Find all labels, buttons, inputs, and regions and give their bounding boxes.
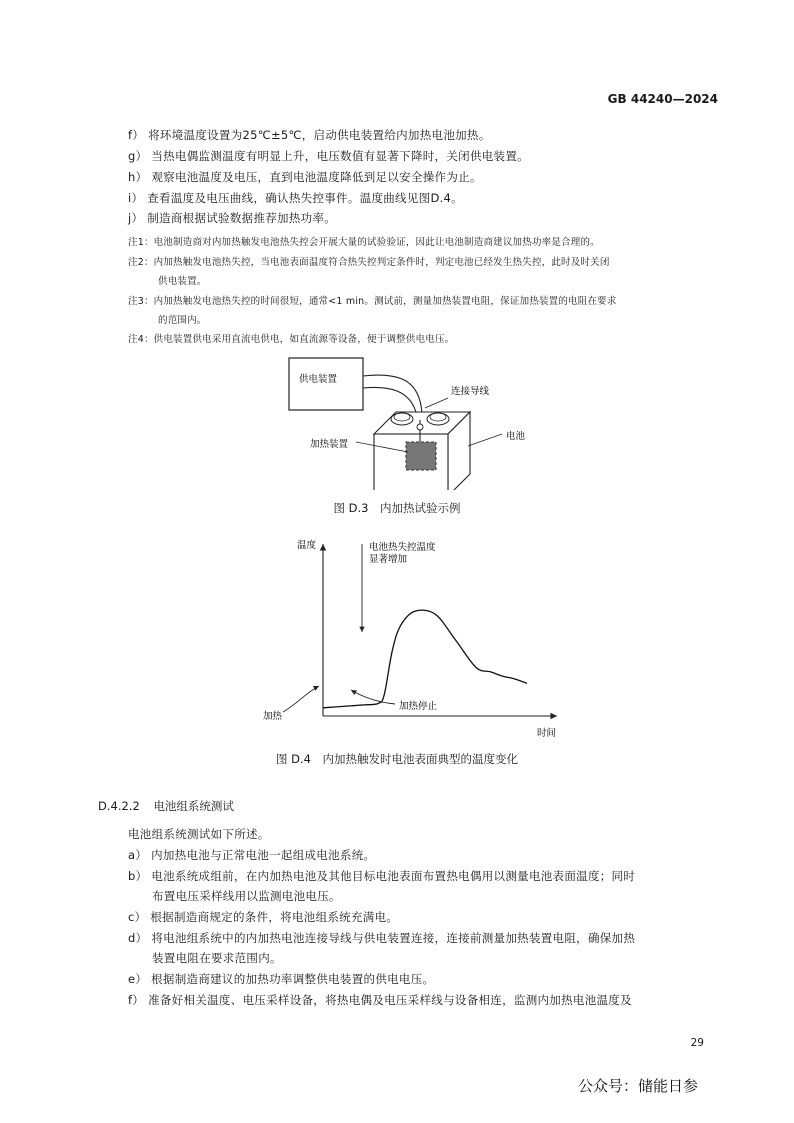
page-number: 29	[690, 1037, 704, 1049]
clause-number: D.4.2.2	[98, 799, 140, 813]
battery-label: 电池	[506, 431, 526, 442]
annotation-heat-start: 加热	[263, 711, 283, 722]
annotation-runaway-line1: 电池热失控温度	[369, 542, 436, 553]
clause-intro: 电池组系统测试如下所述。	[128, 827, 270, 841]
annotation-heat-start-arrow	[283, 686, 319, 712]
annotation-heat-stop-arrow	[351, 690, 395, 704]
note-3-cont: 的范围内。	[158, 315, 207, 326]
x-axis-label: 时间	[537, 728, 557, 739]
y-axis-label: 温度	[297, 540, 317, 551]
power-supply-label: 供电装置	[299, 374, 338, 385]
clause-item-f: f） 准备好相关温度、电压采样设备，将热电偶及电压采样线与设备相连，监测内加热电池温度及	[128, 993, 632, 1007]
lead-label: 连接导线	[451, 386, 490, 397]
note-3: 注3：内加热触发电池热失控的时间很短，通常<1 min。测试前，测量加热装置电阻，保证加热装置的电阻在要求	[128, 296, 617, 307]
figure-d4-chart	[255, 532, 565, 742]
lead-port	[417, 424, 423, 430]
heater-label: 加热装置	[310, 439, 349, 450]
clause-item-e: e） 根据制造商建议的加热功率调整供电装置的供电电压。	[128, 972, 435, 986]
clause-item-c: c） 根据制造商规定的条件，将电池组系统充满电。	[128, 910, 399, 924]
figure-d3-diagram	[270, 350, 550, 490]
clause-heading	[98, 798, 234, 814]
step-i: i） 查看温度及电压曲线，确认热失控事件。温度曲线见图D.4。	[128, 191, 463, 205]
clause-title: 电池组系统测试	[153, 799, 234, 813]
battery-terminal-right	[427, 413, 449, 425]
clause-item-d: d） 将电池组系统中的内加热电池连接导线与供电装置连接，连接前测量加热装置电阻，确保加热	[128, 931, 636, 945]
annotation-heat-stop: 加热停止	[399, 701, 438, 712]
step-f: f） 将环境温度设置为25℃±5℃，启动供电装置给内加热电池加热。	[128, 128, 491, 142]
battery-terminal-left	[391, 413, 413, 425]
note-1: 注1：电池制造商对内加热触发电池热失控会开展大量的试验验证，因此让电池制造商建议加热功率是合理的。	[128, 237, 600, 248]
step-h: h） 观察电池温度及电压，直到电池温度降低到足以安全操作为止。	[128, 170, 482, 184]
figure-d4-caption: 图 D.4 内加热触发时电池表面典型的温度变化	[276, 752, 518, 766]
lead-wire-1	[363, 375, 422, 414]
clause-item-b: b） 电池系统成组前，在内加热电池及其他目标电池表面布置热电偶用以测量电池表面温度；同时	[128, 869, 636, 883]
annotation-runaway-line2: 显著增加	[369, 554, 408, 565]
clause-item-b-cont: 布置电压采样线用以监测电池电压。	[152, 889, 341, 903]
battery-leader-line	[468, 434, 502, 446]
clause-item-a: a） 内加热电池与正常电池一起组成电池系统。	[128, 848, 376, 862]
temperature-curve	[323, 610, 527, 708]
lead-leader-line	[425, 398, 448, 408]
heater-device	[406, 442, 436, 470]
standard-id: GB 44240—2024	[607, 92, 718, 106]
clause-item-d-cont: 装置电阻在要求范围内。	[152, 951, 282, 965]
figure-d3-caption: 图 D.3 内加热试验示例	[333, 501, 461, 515]
note-2-cont: 供电装置。	[158, 276, 207, 287]
note-4: 注4：供电装置供电采用直流电供电，如直流源等设备，便于调整供电电压。	[128, 334, 455, 345]
wechat-watermark: 公众号：储能日参	[577, 1077, 698, 1095]
step-g: g） 当热电偶监测温度有明显上升，电压数值有显著下降时，关闭供电装置。	[128, 149, 529, 163]
note-2: 注2：内加热触发电池热失控，当电池表面温度符合热失控判定条件时，判定电池已经发生热失控，此时及时关闭	[128, 257, 610, 268]
step-j: j） 制造商根据试验数据推荐加热功率。	[128, 211, 337, 225]
